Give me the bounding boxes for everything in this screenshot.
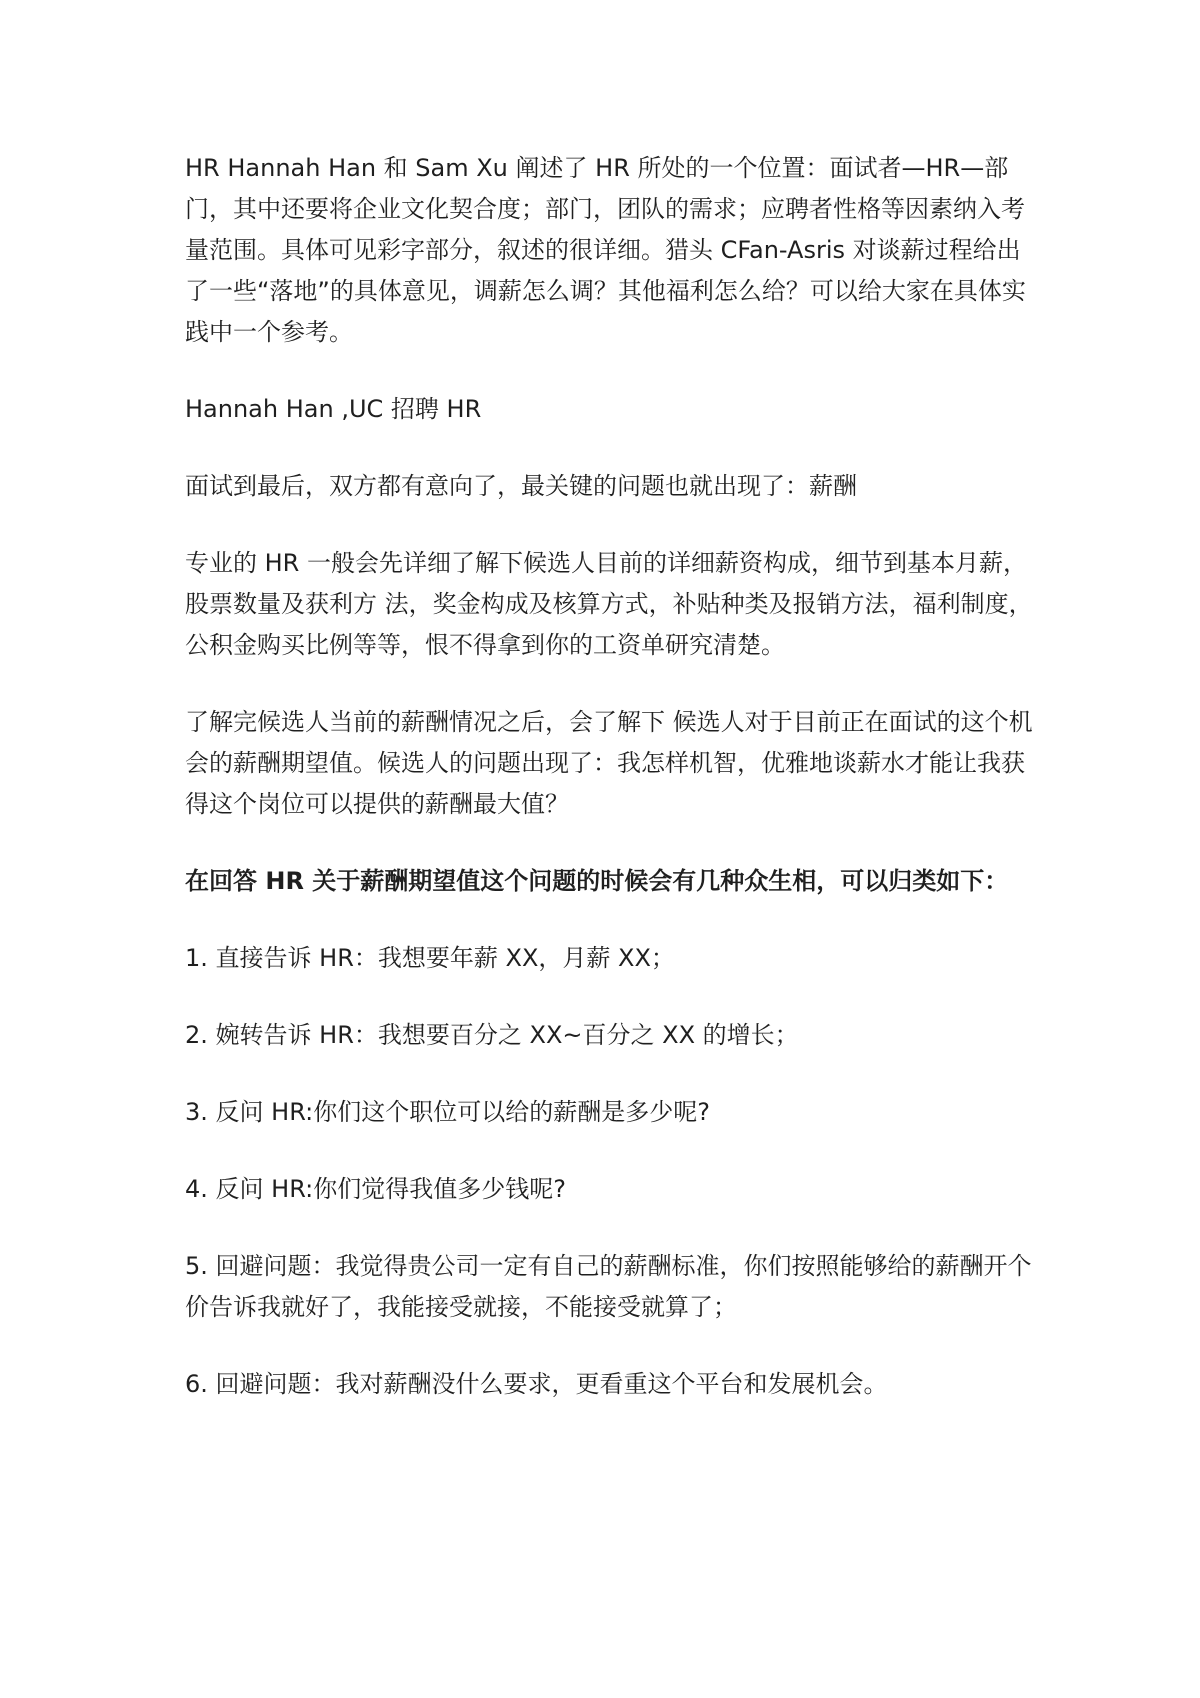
author-line: Hannah Han ,UC 招聘 HR — [185, 395, 482, 423]
intro-paragraph: HR Hannah Han 和 Sam Xu 阐述了 HR 所处的一个位置：面试者—HR—部门，其中还要将企业文化契合度；部门，团队的需求；应聘者性格等因素纳入考量范围。具体可见彩字部分，叙述的很详细。猎头 CFan-Asris 对谈薪过程给出了一些“落地”的具体意见，调薪怎么调？其他福利怎么给？可以给大家在具体实践中一个参考。 — [185, 154, 1026, 346]
paragraph-salary-structure: 专业的 HR 一般会先详细了解下候选人目前的详细薪资构成，细节到基本月薪，股票数量及获利方 法，奖金构成及核算方式，补贴种类及报销方法，福利制度，公积金购买比例等等，恨不得拿到你的工资单研究清楚。 — [185, 549, 1033, 659]
list-item-2: 2. 婉转告诉 HR：我想要百分之 XX~百分之 XX 的增长； — [185, 1021, 799, 1049]
list-item-4: 4. 反问 HR:你们觉得我值多少钱呢? — [185, 1175, 566, 1203]
section-heading: 在回答 HR 关于薪酬期望值这个问题的时候会有几种众生相，可以归类如下： — [185, 867, 1009, 895]
list-item-6: 6. 回避问题：我对薪酬没什么要求，更看重这个平台和发展机会。 — [185, 1370, 888, 1398]
list-item-5: 5. 回避问题：我觉得贵公司一定有自己的薪酬标准，你们按照能够给的薪酬开个价告诉我就好了，我能接受就接，不能接受就算了； — [185, 1252, 1032, 1321]
article-body — [185, 148, 1035, 1405]
list-item-3: 3. 反问 HR:你们这个职位可以给的薪酬是多少呢? — [185, 1098, 710, 1126]
paragraph-expectation: 了解完候选人当前的薪酬情况之后，会了解下 候选人对于目前正在面试的这个机会的薪酬期望值。候选人的问题出现了：我怎样机智，优雅地谈薪水才能让我获得这个岗位可以提供的薪酬最大值？ — [185, 708, 1033, 818]
paragraph-salary-question: 面试到最后，双方都有意向了，最关键的问题也就出现了：薪酬 — [185, 472, 857, 500]
list-item-1: 1. 直接告诉 HR：我想要年薪 XX，月薪 XX； — [185, 944, 675, 972]
